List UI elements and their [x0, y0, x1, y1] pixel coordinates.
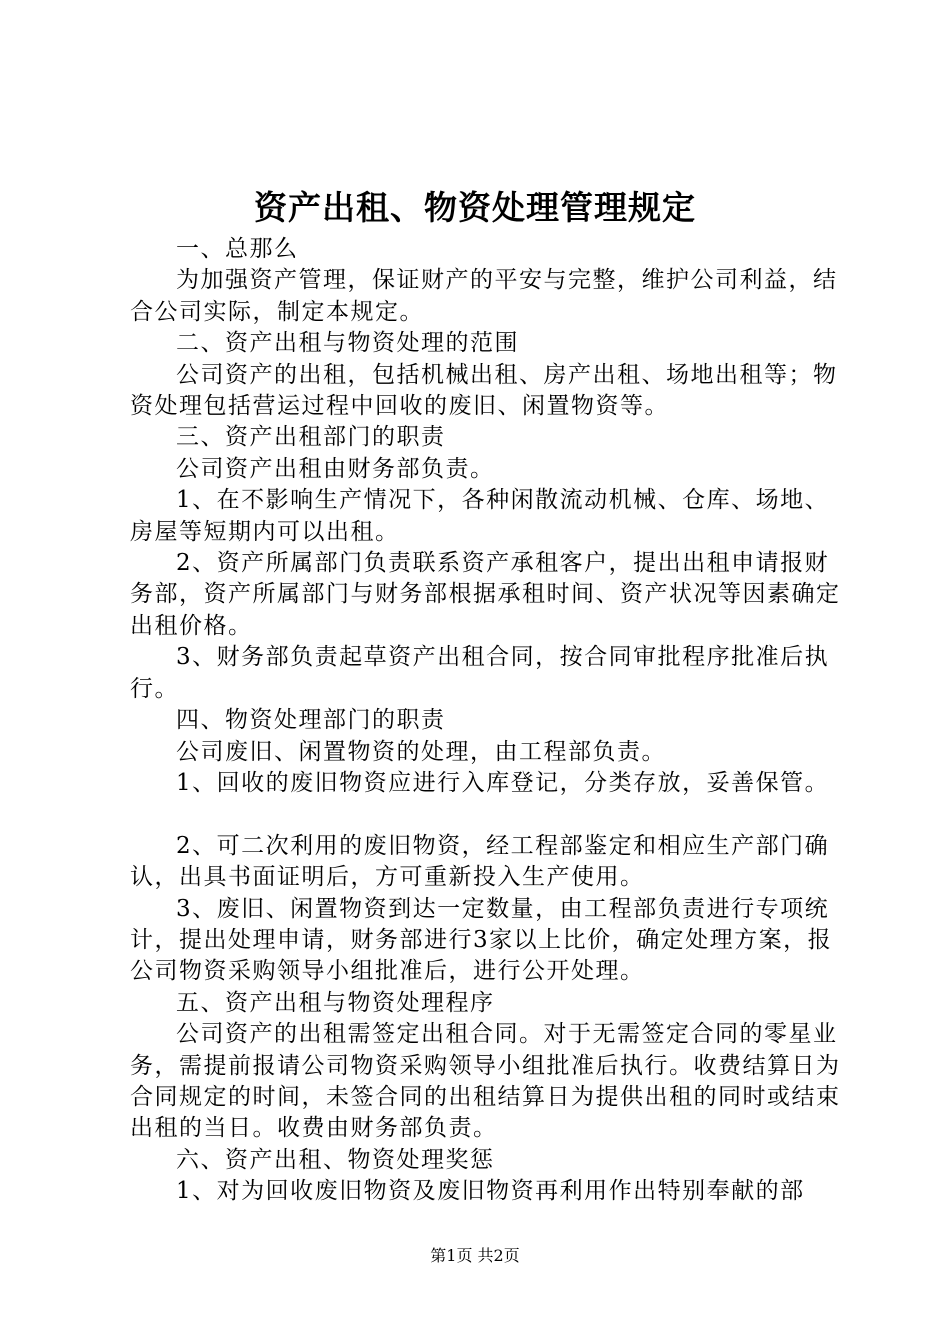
section-heading-scope: 二、资产出租与物资处理的范围 — [176, 330, 519, 357]
paragraph: 公司资产的出租需签定出租合同。对于无需签定合同的零星业务，需提前报请公司物资采购领导小组批准后执行。收费结算日为合同规定的时间，未签合同的出租结算日为提供出租的同时或结束出租的当日。收费由财务部负责。 — [130, 1021, 841, 1142]
section-heading-rental-duties: 三、资产出租部门的职责 — [176, 424, 446, 451]
page-number-footer: 第1页 共2页 — [430, 1246, 520, 1265]
list-item: 3、废旧、闲置物资到达一定数量，由工程部负责进行专项统计，提出处理申请，财务部进行3家以上比价，确定处理方案，报公司物资采购领导小组批准后，进行公开处理。 — [130, 895, 833, 985]
paragraph: 公司资产出租由财务部负责。 — [176, 455, 495, 482]
list-item: 1、回收的废旧物资应进行入库登记，分类存放，妥善保管。 — [176, 769, 830, 796]
document-body — [130, 234, 850, 1208]
section-heading-general: 一、总那么 — [176, 236, 299, 262]
list-item: 1、对为回收废旧物资及废旧物资再利用作出特别奉献的部 — [176, 1178, 805, 1205]
list-item: 3、财务部负责起草资产出租合同，按合同审批程序批准后执行。 — [130, 644, 830, 702]
list-item: 1、在不影响生产情况下，各种闲散流动机械、仓库、场地、房屋等短期内可以出租。 — [130, 487, 830, 545]
paragraph: 公司资产的出租，包括机械出租、房产出租、场地出租等；物资处理包括营运过程中回收的废旧、闲置物资等。 — [130, 361, 838, 420]
list-item: 2、可二次利用的废旧物资，经工程部鉴定和相应生产部门确认，出具书面证明后，方可重新投入生产使用。 — [130, 832, 830, 891]
section-heading-procedure: 五、资产出租与物资处理程序 — [176, 989, 495, 1016]
paragraph: 为加强资产管理，保证财产的平安与完整，维护公司利益，结合公司实际，制定本规定。 — [130, 267, 838, 325]
section-heading-rewards: 六、资产出租、物资处理奖惩 — [176, 1146, 495, 1173]
document-title: 资产出租、物资处理管理规定 — [254, 188, 696, 227]
list-item: 2、资产所属部门负责联系资产承租客户，提出出租申请报财务部，资产所属部门与财务部根据承租时间、资产状况等因素确定出租价格。 — [130, 550, 841, 639]
paragraph: 公司废旧、闲置物资的处理，由工程部负责。 — [176, 738, 666, 765]
section-heading-disposal-duties: 四、物资处理部门的职责 — [176, 707, 446, 734]
